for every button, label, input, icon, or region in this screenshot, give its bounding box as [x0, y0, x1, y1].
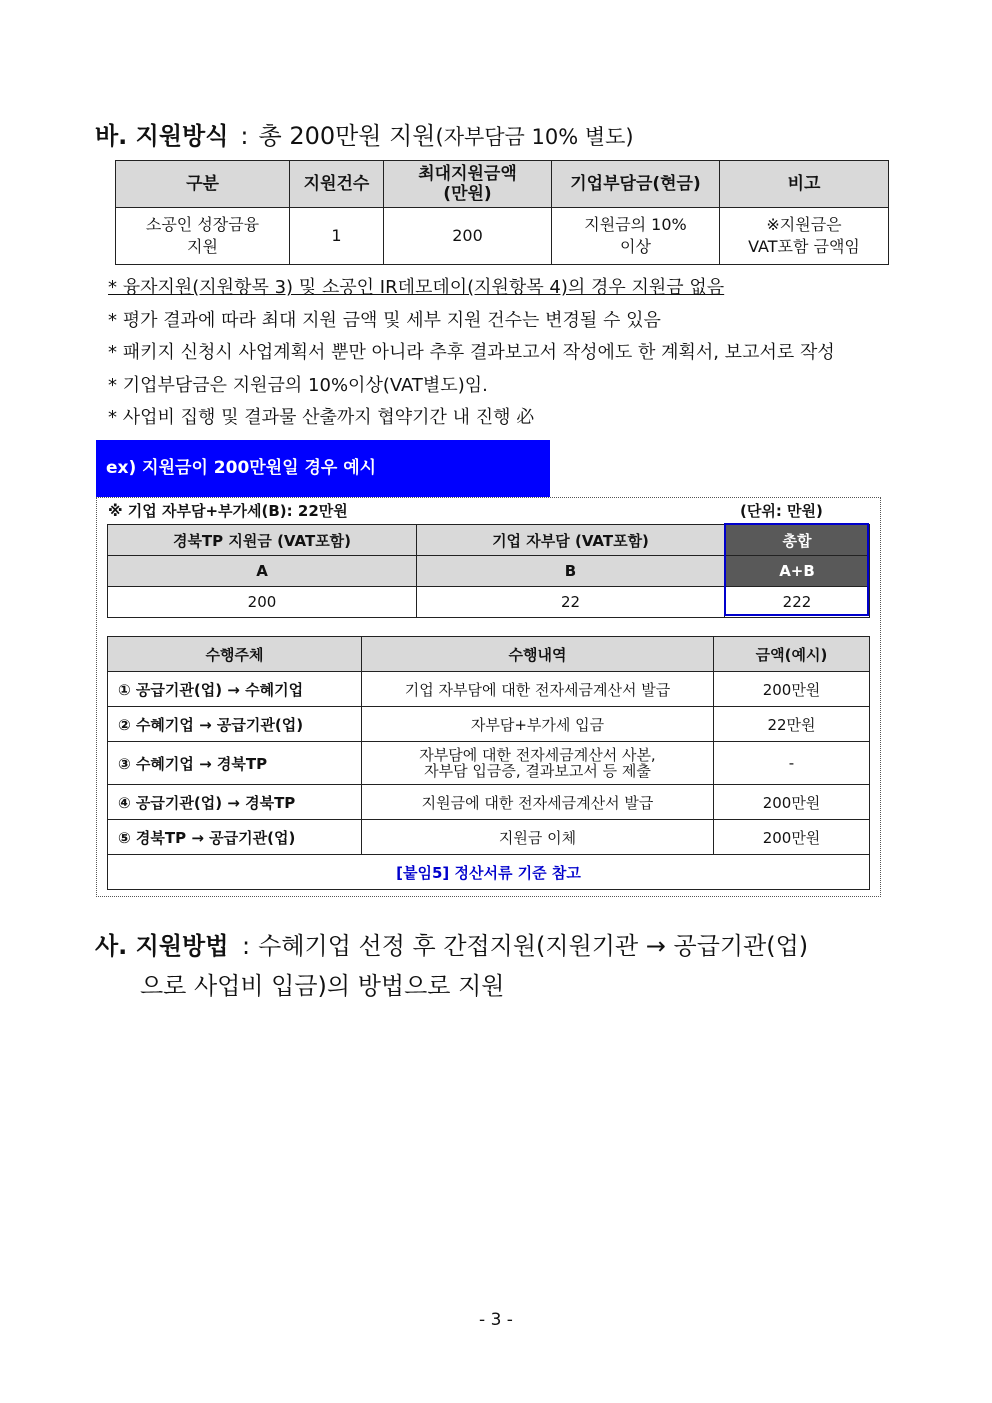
header-category	[116, 161, 290, 208]
section-colon: :	[240, 122, 249, 150]
example-note: ※ 기업 자부담+부가세(B): 22만원	[108, 502, 348, 520]
header-count	[290, 161, 384, 208]
process-header-row	[108, 637, 870, 672]
note-item: * 융자지원(지원항목 3) 및 소공인 IR데모데이(지원항목 4)의 경우 지원금 없음	[108, 277, 725, 298]
process-task: 자부담+부가세 입금	[362, 707, 714, 742]
example-sum-table	[107, 524, 870, 618]
note-item: * 사업비 집행 및 결과물 산출까지 협약기간 내 진행 必	[108, 407, 535, 428]
process-task: 지원금 이체	[362, 820, 714, 855]
sum-key-total: A+B	[725, 556, 870, 587]
process-actor: ④ 공급기관(업) → 경북TP	[108, 785, 362, 820]
process-task: 자부담에 대한 전자세금계산서 사본, 자부담 입금증, 결과보고서 등 제출	[362, 742, 714, 785]
sum-value-total: 222	[725, 587, 870, 618]
process-amount: -	[714, 742, 870, 785]
process-amount: 200만원	[714, 672, 870, 707]
notes-list	[108, 272, 835, 435]
process-row	[108, 707, 870, 742]
cell-count: 1	[290, 208, 384, 265]
process-amount: 200만원	[714, 785, 870, 820]
process-header-task: 수행내역	[362, 637, 714, 672]
section-label: 바. 지원방식	[95, 122, 229, 150]
process-row	[108, 820, 870, 855]
sum-key-a: A	[108, 556, 417, 587]
header-count-text: 지원건수	[303, 174, 370, 194]
section-support-method-paragraph	[95, 926, 905, 1006]
attachment-reference: [붙임5] 정산서류 기준 참고	[108, 855, 870, 890]
section-line-2: 으로 사업비 입금)의 방법으로 지원	[140, 972, 505, 1000]
process-footer-row	[108, 855, 870, 890]
process-actor: ③ 수혜기업 → 경북TP	[108, 742, 362, 785]
process-amount: 200만원	[714, 820, 870, 855]
note-item: * 기업부담금은 지원금의 10%이상(VAT별도)임.	[108, 374, 488, 396]
header-remarks-text: 비고	[787, 174, 821, 194]
note-item: * 평가 결과에 따라 최대 지원 금액 및 세부 지원 건수는 변경될 수 있음	[108, 309, 661, 331]
process-row	[108, 672, 870, 707]
process-actor: ⑤ 경북TP → 공급기관(업)	[108, 820, 362, 855]
section-heading-support-method	[95, 116, 634, 151]
process-amount: 22만원	[714, 707, 870, 742]
section-colon: :	[242, 932, 251, 960]
sum-value-b: 22	[417, 587, 725, 618]
header-company-share	[552, 161, 720, 208]
section-line-1: 수혜기업 선정 후 간접지원(지원기관 → 공급기관(업)	[258, 932, 809, 960]
sum-header-company: 기업 자부담 (VAT포함)	[417, 525, 725, 556]
process-row	[108, 785, 870, 820]
process-header-amount: 금액(예시)	[714, 637, 870, 672]
process-actor: ② 수혜기업 → 공급기관(업)	[108, 707, 362, 742]
section-paren: (자부담금 10% 별도)	[435, 125, 634, 149]
page-number: - 3 -	[479, 1310, 513, 1330]
example-banner: ex) 지원금이 200만원일 경우 예시	[96, 440, 550, 497]
note-item: * 패키지 신청시 사업계획서 뿐만 아니라 추후 결과보고서 작성에도 한 계획서, 보고서로 작성	[108, 342, 835, 363]
process-table	[107, 636, 870, 890]
sum-table-key-row	[108, 556, 870, 587]
cell-max-amount: 200	[384, 208, 552, 265]
cell-category: 소공인 성장금융 지원	[116, 208, 290, 265]
cell-remarks: ※지원금은 VAT포함 금액임	[720, 208, 889, 265]
sum-header-tp: 경북TP 지원금 (VAT포함)	[108, 525, 417, 556]
section-text: 총 200만원 지원	[258, 122, 436, 150]
sum-key-b: B	[417, 556, 725, 587]
support-table-header-row	[116, 161, 889, 208]
process-actor: ① 공급기관(업) → 수혜기업	[108, 672, 362, 707]
cell-company-share: 지원금의 10% 이상	[552, 208, 720, 265]
header-category-text: 구분	[186, 174, 219, 194]
section-label: 사. 지원방법	[95, 932, 229, 960]
process-header-actor: 수행주체	[108, 637, 362, 672]
header-max-amount	[384, 161, 552, 208]
sum-value-a: 200	[108, 587, 417, 618]
header-max-amount-text: 최대지원금액 (만원)	[418, 164, 517, 204]
sum-table-header-row	[108, 525, 870, 556]
header-company-share-text: 기업부담금(현금)	[570, 174, 701, 194]
example-unit: (단위: 만원)	[740, 502, 823, 520]
sum-header-total: 총합	[725, 525, 870, 556]
process-row	[108, 742, 870, 785]
header-remarks	[720, 161, 889, 208]
support-table	[115, 160, 889, 265]
support-table-row	[116, 208, 889, 265]
process-task: 지원금에 대한 전자세금계산서 발급	[362, 785, 714, 820]
sum-table-value-row	[108, 587, 870, 618]
process-task: 기업 자부담에 대한 전자세금계산서 발급	[362, 672, 714, 707]
